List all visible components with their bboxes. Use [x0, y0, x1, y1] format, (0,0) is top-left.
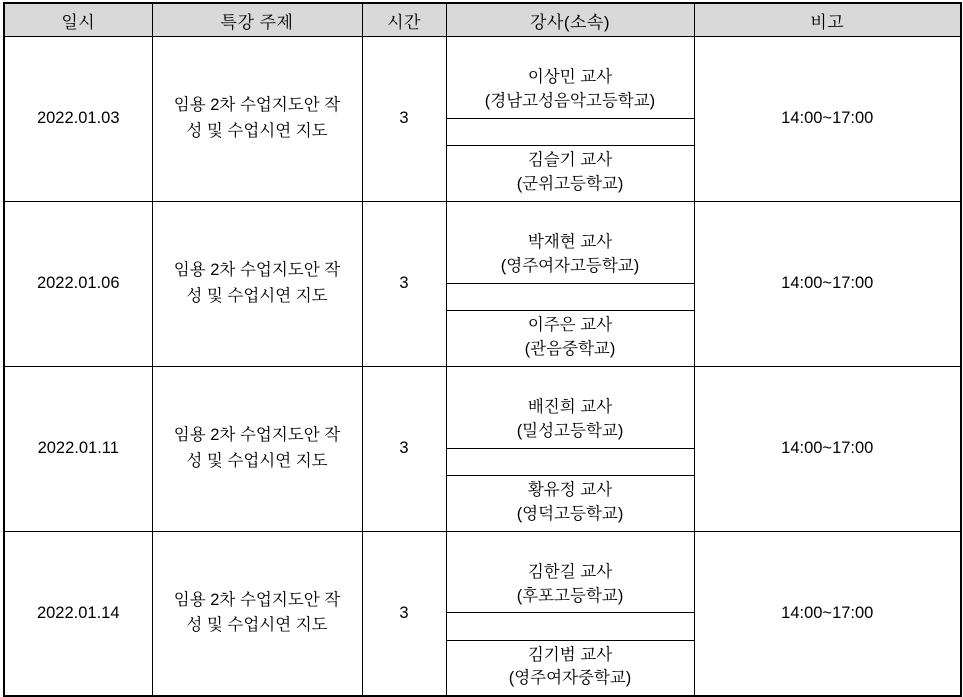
cell-topic: 임용 2차 수업지도안 작성 및 수업시연 지도 [152, 201, 362, 366]
lecturer-org: (군위고등학교) [516, 174, 624, 193]
table-header-row [4, 3, 961, 37]
cell-note: 14:00~17:00 [694, 201, 961, 366]
lecturer-org: (관음중학교) [524, 339, 616, 358]
column-header-lecturer: 강사(소속) [446, 3, 694, 37]
lecturer-name: 박재현 교사 [527, 232, 613, 251]
column-header-date: 일시 [4, 3, 152, 37]
lecturer-entry [447, 393, 694, 449]
cell-note: 14:00~17:00 [694, 366, 961, 531]
cell-date: 2022.01.11 [4, 366, 152, 531]
lecturer-name: 김슬기 교사 [527, 151, 613, 169]
cell-lecturer-primary [446, 531, 694, 640]
table-body [4, 37, 961, 697]
cell-hours: 3 [362, 201, 446, 366]
cell-date: 2022.01.03 [4, 37, 152, 202]
lecturer-entry [447, 476, 694, 531]
lecturer-name: 배진희 교사 [527, 397, 613, 416]
lecturer-entry [447, 146, 694, 201]
cell-lecturer-secondary [446, 310, 694, 366]
lecturer-org: (영덕고등학교) [516, 504, 624, 523]
lecturer-entry [447, 228, 694, 284]
cell-lecturer-secondary [446, 146, 694, 202]
cell-lecturer-secondary [446, 475, 694, 531]
cell-hours: 3 [362, 531, 446, 696]
cell-lecturer-primary [446, 366, 694, 475]
lecturer-name: 김기범 교사 [527, 645, 613, 664]
lecturer-entry [447, 63, 694, 119]
lecturer-org: (경남고성음악고등학교) [484, 92, 656, 110]
cell-lecturer-secondary [446, 640, 694, 696]
cell-topic: 임용 2차 수업지도안 작성 및 수업시연 지도 [152, 37, 362, 202]
table-header [4, 3, 961, 37]
lecture-schedule-table [3, 2, 962, 697]
lecturer-org: (후포고등학교) [516, 586, 624, 605]
lecturer-name: 김한길 교사 [527, 562, 613, 581]
cell-date: 2022.01.06 [4, 201, 152, 366]
table-row [4, 37, 961, 146]
lecturer-name: 황유정 교사 [527, 480, 613, 499]
cell-topic: 임용 2차 수업지도안 작성 및 수업시연 지도 [152, 531, 362, 696]
lecturer-org: (밀성고등학교) [516, 421, 624, 440]
cell-lecturer-primary [446, 37, 694, 146]
column-header-hours: 시간 [362, 3, 446, 37]
column-header-topic: 특강 주제 [152, 3, 362, 37]
lecturer-name: 이주은 교사 [527, 315, 613, 334]
cell-date: 2022.01.14 [4, 531, 152, 696]
table-row [4, 366, 961, 475]
lecturer-org: (영주여자고등학교) [500, 256, 640, 275]
lecturer-entry [447, 311, 694, 366]
lecturer-name: 이상민 교사 [527, 68, 613, 87]
cell-note: 14:00~17:00 [694, 531, 961, 696]
cell-note: 14:00~17:00 [694, 37, 961, 202]
cell-lecturer-primary [446, 201, 694, 310]
cell-topic: 임용 2차 수업지도안 작성 및 수업시연 지도 [152, 366, 362, 531]
table-row [4, 531, 961, 640]
lecturer-org: (영주여자중학교) [508, 669, 632, 688]
lecturer-entry [447, 558, 694, 614]
cell-hours: 3 [362, 37, 446, 202]
table-row [4, 201, 961, 310]
cell-hours: 3 [362, 366, 446, 531]
column-header-note: 비고 [694, 3, 961, 37]
lecturer-entry [447, 641, 694, 696]
